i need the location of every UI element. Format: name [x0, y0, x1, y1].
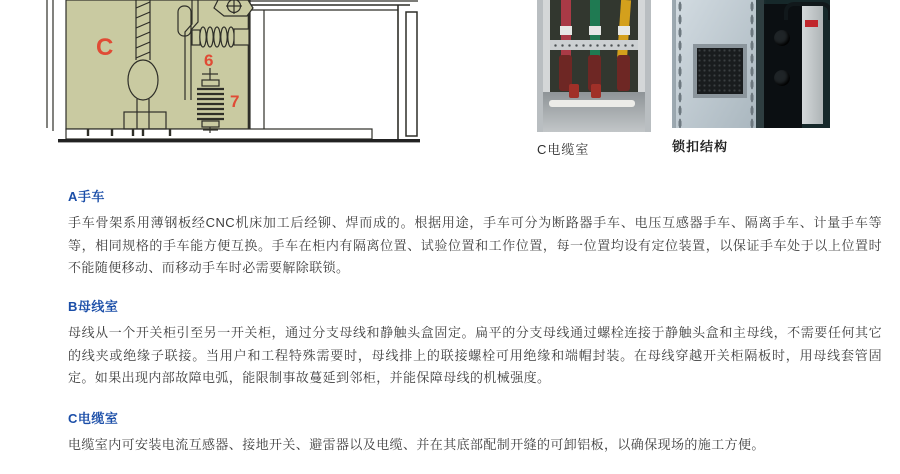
section-body-busbar-room: 母线从一个开关柜引至另一开关柜，通过分支母线和静触头盒固定。扁平的分支母线通过螺栓连接于静触头盒和主母线，不需要任何其它的线夹或绝缘子联接。当用户和工程特殊需要时，母线排上的联接螺栓可用绝缘和端帽封装。在母线穿越开关柜隔板时，用母线套管固定。如果出现内部故障电弧，能限制事故蔓延到邻柜，并能保障母线的机械强度。 — [68, 325, 882, 385]
brand-label — [805, 20, 818, 27]
diagram-label-c: C — [96, 34, 114, 61]
breaker-knob — [774, 70, 790, 86]
insulator-block — [560, 26, 572, 35]
section-handcart — [68, 186, 882, 280]
section-body-cable-room: 电缆室内可安装电流互感器、接地开关、避雷器以及电缆、并在其底部配制开缝的可卸铝板，以确保现场的施工方便。 — [68, 437, 765, 452]
cable-termination — [617, 55, 630, 91]
breaker-body — [764, 4, 802, 128]
photo-cable-compartment — [537, 0, 651, 132]
cabinet-door — [676, 0, 756, 128]
section-title-cable-room: C电缆室 — [68, 411, 119, 426]
diagram-label-6: 6 — [204, 51, 214, 70]
perforated-rail — [550, 40, 638, 50]
photo-caption-lock-structure: 锁扣结构 — [672, 139, 729, 154]
insulator-block — [618, 26, 630, 35]
section-body-handcart: 手车骨架系用薄钢板经CNC机床加工后经铆、焊而成的。根据用途，手车可分为断路器手车、电压互感器手车、隔离手车、计量手车等等，相同规格的手车能方便互换。手车在柜内有隔离位置、试验位置和工作位置，每一位置均设有定位装置，以保证手车处于以上位置时不能随便移动、而移动手车时必需要解除联锁。 — [68, 215, 882, 275]
insulator-block — [589, 26, 601, 35]
inspection-window — [693, 44, 747, 98]
rivet-row — [750, 0, 754, 128]
side-panel — [802, 6, 823, 124]
photo-lock-structure — [672, 0, 830, 128]
photo-caption-cable-compartment: C电缆室 — [537, 142, 590, 157]
wiring-duct — [549, 100, 635, 107]
door-hinge — [756, 0, 764, 128]
right-channel — [406, 12, 417, 136]
bottom-shelf — [543, 92, 645, 132]
section-cable-room — [68, 408, 882, 457]
base-line — [58, 139, 420, 142]
section-title-handcart: A手车 — [68, 189, 105, 204]
section-busbar-room — [68, 296, 882, 390]
right-wall — [638, 0, 645, 102]
diagram-label-7: 7 — [230, 92, 240, 111]
breaker-knob — [774, 30, 790, 46]
section-title-busbar-room: B母线室 — [68, 299, 119, 314]
rivet-row — [678, 0, 682, 128]
left-wall — [543, 0, 550, 102]
surge-arrester — [591, 84, 601, 98]
surge-arrester — [569, 84, 579, 98]
switchgear-section-diagram — [42, 0, 442, 162]
